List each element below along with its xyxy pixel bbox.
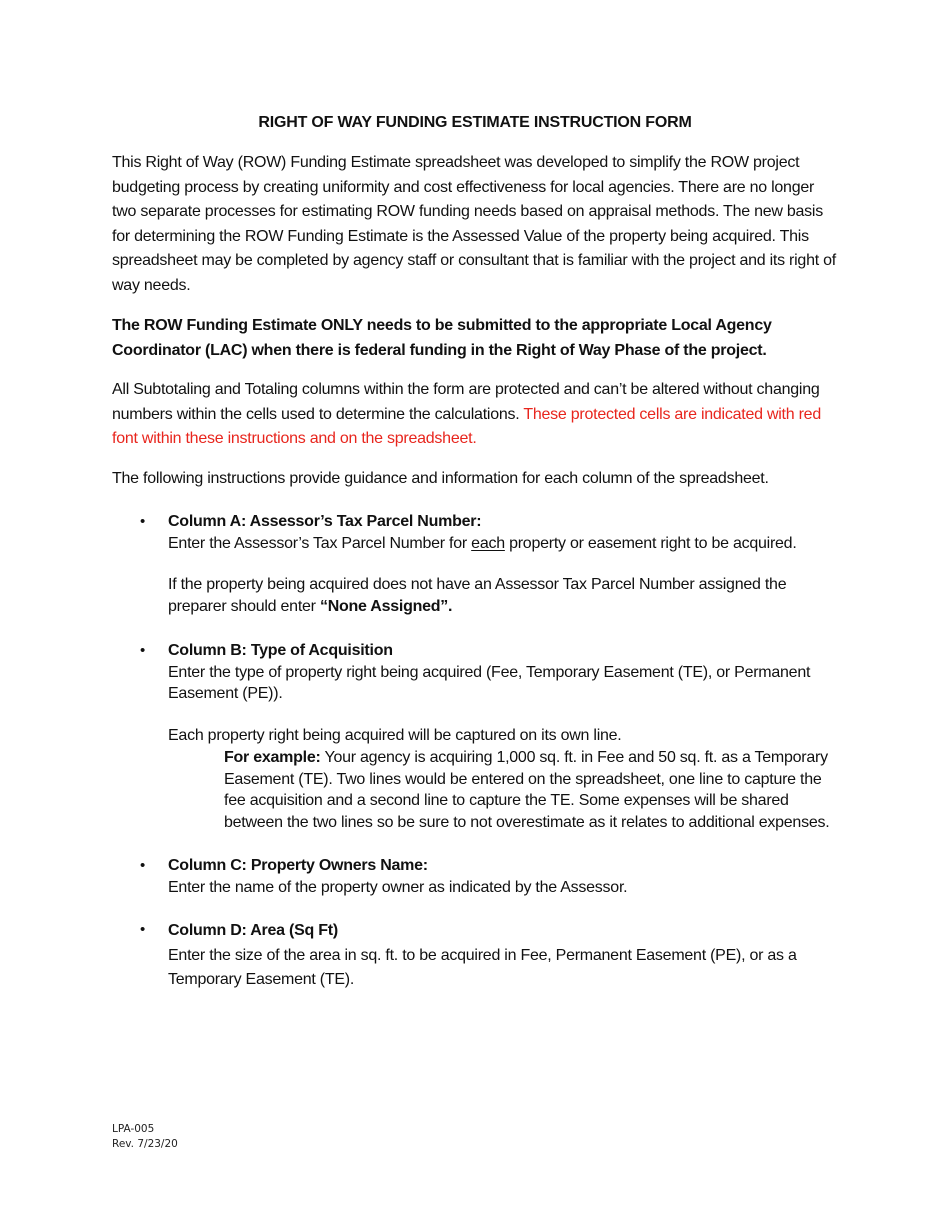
column-b-item [168,640,818,705]
bullet-icon: • [140,921,146,938]
column-a-none-assigned: “None Assigned”. [319,597,453,615]
bullet-icon: • [140,857,146,874]
page-title: RIGHT OF WAY FUNDING ESTIMATE INSTRUCTION FORM [258,114,692,131]
example-text: Your agency is acquiring 1,000 sq. ft. in Fee and 50 sq. ft. as a Temporary Easement (TE). Two lines would be entered on the spreadsheet, one line to capture the fee acquisition and a second line to capture the TE. Some expenses will be shared between the two lines so be sure to not overestimate as it relates to additional expenses. [224,749,830,831]
column-b-example [224,747,844,833]
revision-date: Rev. 7/23/20 [112,1138,178,1150]
bullet-icon: • [140,513,146,530]
column-a-line1-before: Enter the Assessor’s Tax Parcel Number for [168,534,472,552]
protected-cells-red-text: These protected cells are indicated with red font within these instructions and on the spreadsheet. [112,405,821,448]
column-b-line2: Each property right being acquired will be captured on its own line. [168,727,622,744]
protected-cells-paragraph [112,378,842,452]
column-a-item [168,511,848,554]
federal-funding-notice: The ROW Funding Estimate ONLY needs to be submitted to the appropriate Local Agency Coordinator (LAC) when there is federal funding in the Right of Way Phase of the project. [112,317,772,359]
column-d-item [168,919,808,993]
column-a-note [168,574,808,617]
column-c-item [168,855,848,898]
column-c-heading: Column C: Property Owners Name: [168,857,428,874]
column-a-heading: Column A: Assessor’s Tax Parcel Number: [168,513,482,530]
instructions-lead-in: The following instructions provide guidance and information for each column of the spreadsheet. [112,470,769,487]
column-b-heading: Column B: Type of Acquisition [168,642,393,659]
bullet-icon: • [140,642,146,659]
column-a-underlined-each: each [471,534,505,552]
column-b-line1: Enter the type of property right being acquired (Fee, Temporary Easement (TE), or Permanent Easement (PE)). [168,663,811,702]
column-a-line2: If the property being acquired does not have an Assessor Tax Parcel Number assigned the preparer should enter [168,576,787,615]
column-a-line1-after: property or easement right to be acquired. [504,534,797,552]
form-footer [112,1122,178,1152]
form-number: LPA-005 [112,1123,155,1135]
intro-paragraph: This Right of Way (ROW) Funding Estimate spreadsheet was developed to simplify the ROW project budgeting process by creating uniformity and cost effectiveness for local agencies. There are no longer two separate processes for estimating ROW funding needs based on appraisal methods. The new basis for determining the ROW Funding Estimate is the Assessed Value of the property being acquired. This spreadsheet may be completed by agency staff or consultant that is familiar with the project and its right of way needs. [112,154,836,294]
column-c-line1: Enter the name of the property owner as indicated by the Assessor. [168,878,628,896]
example-label: For example: [224,749,321,766]
protected-cells-text: All Subtotaling and Totaling columns within the form are protected and can’t be altered without changing numbers within the cells used to determine the calculations. [112,381,820,423]
column-d-heading: Column D: Area (Sq Ft) [168,922,338,939]
column-d-line1: Enter the size of the area in sq. ft. to be acquired in Fee, Permanent Easement (PE), or as a Temporary Easement (TE). [168,946,797,988]
